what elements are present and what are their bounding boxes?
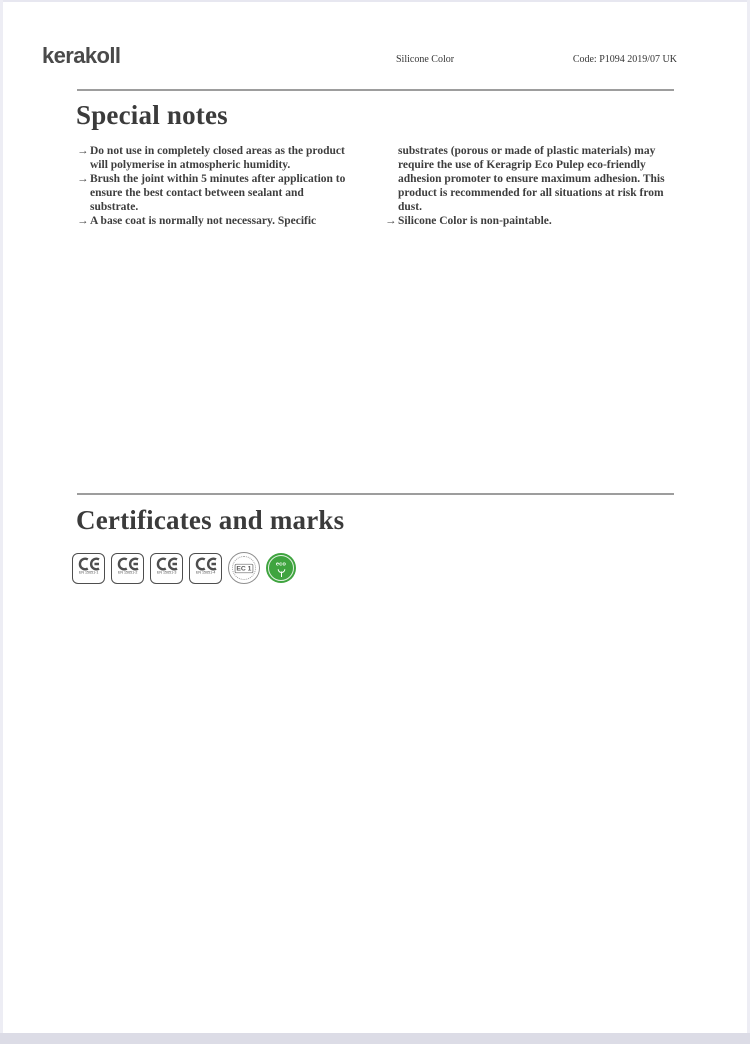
note-text: substrates (porous or made of plastic materials) may require the use of Keragrip Eco Pulep eco-friendly adhesion promoter to ensure maximum adhesion. This product is recommended for all situations at risk from dust. — [398, 145, 665, 213]
ce-standard-label: EN 15651-4 — [195, 570, 216, 575]
eco-label: eco — [276, 559, 286, 567]
note-item — [77, 172, 352, 214]
special-notes-column-left — [77, 144, 352, 228]
certificates-heading: Certificates and marks — [76, 505, 345, 535]
ce-certification-icon — [116, 557, 139, 571]
sprout-icon — [277, 568, 286, 577]
note-item — [77, 144, 352, 172]
arrow-bullet-icon: → — [77, 173, 89, 185]
certification-marks-row — [72, 552, 296, 584]
header-divider — [77, 89, 674, 91]
ec1-emicode-mark-icon — [228, 552, 260, 584]
note-item — [77, 214, 352, 228]
note-text: A base coat is normally not necessary. Specific — [90, 215, 317, 227]
empty-marker — [385, 144, 398, 214]
ce-standard-label: EN 15651-3 — [156, 570, 177, 575]
note-text: Silicone Color is non-paintable. — [398, 215, 552, 227]
arrow-bullet-icon: → — [385, 215, 397, 227]
ce-mark-en15651-3 — [150, 553, 183, 584]
special-notes-column-right — [385, 144, 675, 228]
ce-standard-label: EN 15651-2 — [117, 570, 138, 575]
note-item — [385, 214, 675, 228]
eco-greenbuilding-mark-icon — [266, 553, 296, 583]
ec1-label: EC 1 — [236, 564, 252, 572]
header-document-code: Code: P1094 2019/07 UK — [572, 54, 677, 65]
certificates-divider — [77, 493, 674, 495]
ce-standard-label: EN 15651-1 — [78, 570, 99, 575]
arrow-bullet-icon: → — [77, 145, 89, 157]
ce-mark-en15651-2 — [111, 553, 144, 584]
note-text: Do not use in completely closed areas as the product will polymerise in atmospheric humidity. — [90, 145, 345, 171]
ce-mark-en15651-4 — [189, 553, 222, 584]
ce-certification-icon — [77, 557, 100, 571]
page-bottom-bar — [0, 1033, 750, 1044]
page-edge-top — [0, 0, 750, 2]
header-product-name: Silicone Color — [396, 54, 455, 65]
special-notes-heading: Special notes — [76, 100, 228, 130]
note-text: Brush the joint within 5 minutes after application to ensure the best contact between sealant and substrate. — [90, 173, 346, 213]
arrow-bullet-icon: → — [77, 215, 89, 227]
ce-mark-en15651-1 — [72, 553, 105, 584]
page-edge-left — [0, 0, 3, 1044]
kerakoll-logo: kerakoll — [42, 43, 121, 68]
note-item-continuation — [385, 144, 675, 214]
special-notes-body — [77, 144, 675, 228]
ce-certification-icon — [155, 557, 178, 571]
ce-certification-icon — [194, 557, 217, 571]
